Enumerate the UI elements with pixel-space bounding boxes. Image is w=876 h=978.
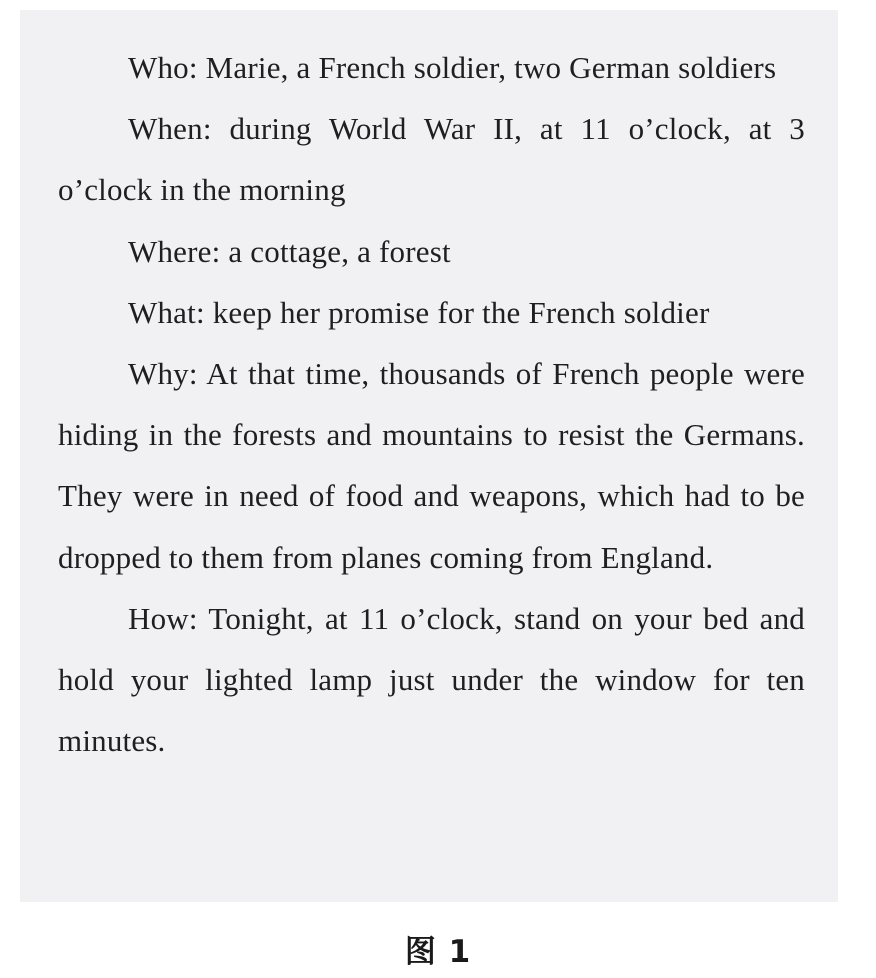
paragraph-text: during World War II, at 11 o’clock, at 3 o’clock in the morning xyxy=(58,111,805,208)
figure-caption: 图 1 xyxy=(404,934,472,970)
paragraph-why xyxy=(58,343,805,588)
paragraph-where xyxy=(58,221,805,282)
label-separator: : xyxy=(202,111,212,147)
label-separator: : xyxy=(188,50,198,85)
paragraph-how xyxy=(58,588,805,772)
label-separator: : xyxy=(195,294,205,330)
paragraph-label: Who xyxy=(128,50,189,85)
label-separator: : xyxy=(188,356,198,392)
label-separator: : xyxy=(188,600,198,636)
paragraph-text: keep her promise for the French soldier xyxy=(212,294,710,330)
paragraph-text: Marie, a French soldier, two German soldiers xyxy=(205,50,777,85)
paragraph-what xyxy=(58,282,805,343)
paragraph-label: Why xyxy=(128,356,189,392)
paragraph-label: What xyxy=(128,294,196,330)
paragraph-who xyxy=(58,37,805,98)
paragraph-label: Where xyxy=(128,233,212,269)
paragraph-text: a cottage, a forest xyxy=(228,233,451,269)
paragraph-label: How xyxy=(128,600,189,636)
text-panel xyxy=(20,10,838,902)
paragraph-text: At that time, thousands of French people were hiding in the forests and mountains to resist the Germans. They were in need of food and weapons, which had to be dropped to them from planes coming from England. xyxy=(58,356,805,575)
paragraph-text: Tonight, at 11 o’clock, stand on your bed and hold your lighted lamp just under the window for ten minutes. xyxy=(58,600,806,759)
paragraph-when xyxy=(58,98,805,220)
paragraph-label: When xyxy=(128,111,203,147)
label-separator: : xyxy=(211,233,221,269)
